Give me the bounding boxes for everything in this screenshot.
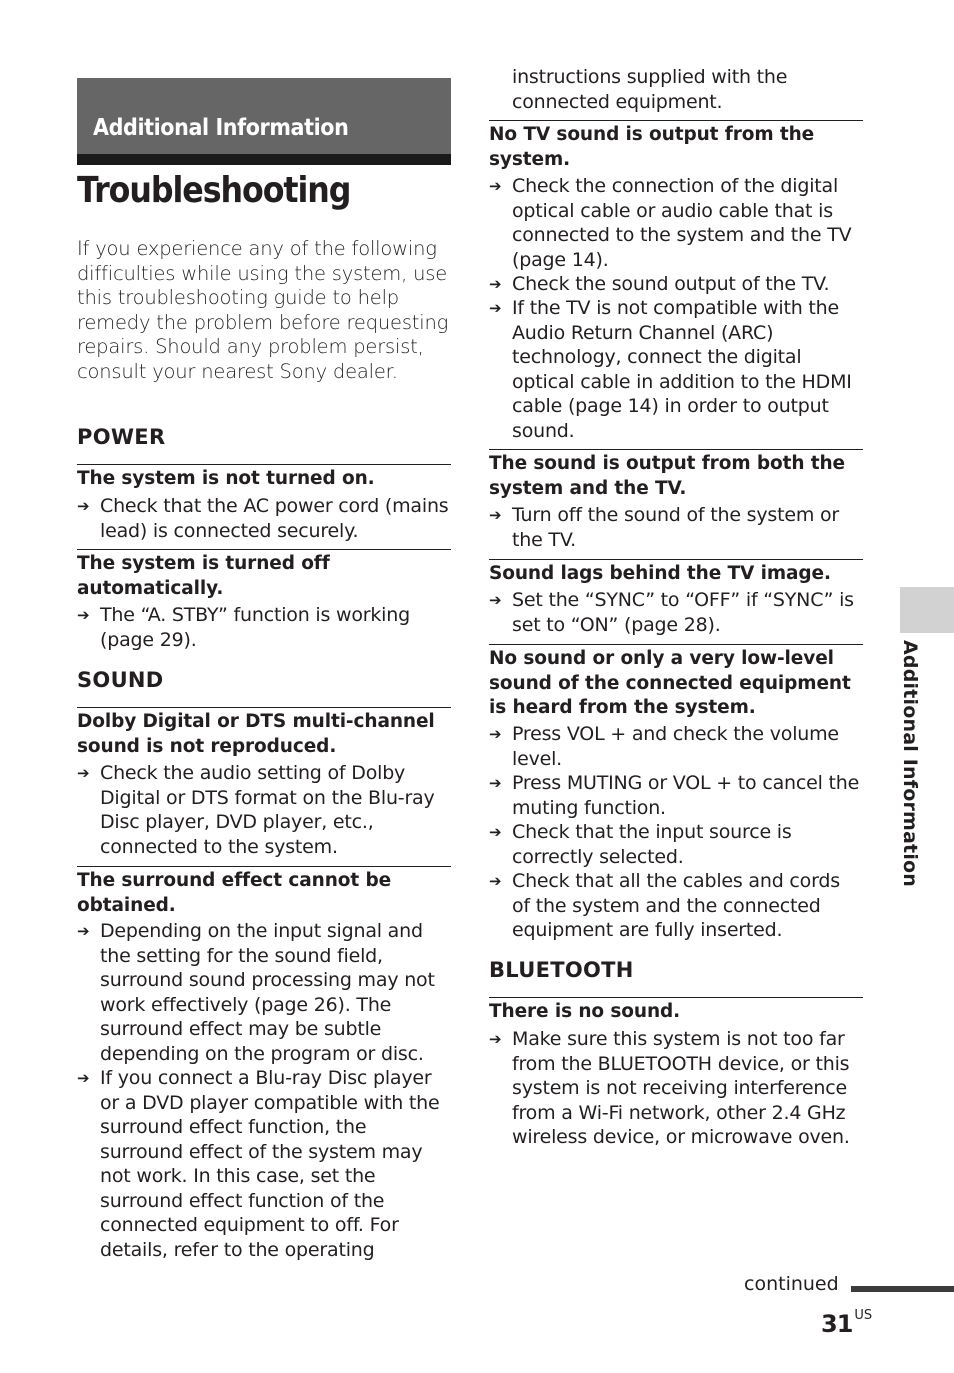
continued-label: continued xyxy=(744,1273,839,1295)
thumb-index-tab xyxy=(900,587,954,633)
answer-text: Check that all the cables and cords of the system and the connected equipment are fully inserted. xyxy=(512,870,840,941)
answer-text: The “A. STBY” function is working (page 29). xyxy=(100,604,410,651)
sound-a5-1 xyxy=(489,588,863,637)
section-banner-box xyxy=(77,78,451,154)
arrow-icon: ➔ xyxy=(489,177,502,195)
page-number-value: 31 xyxy=(821,1310,853,1338)
answer-text: Depending on the input signal and the setting for the sound field, surround sound processing may not work effectively (page 26). The surround effect may be subtle depending on the program or disc. xyxy=(100,920,435,1065)
answer-text: Set the “SYNC” to “OFF” if “SYNC” is set to “ON” (page 28). xyxy=(512,589,854,636)
bluetooth-heading: BLUETOOTH xyxy=(489,958,634,982)
power-q2 xyxy=(77,549,451,601)
continued-bar xyxy=(851,1286,954,1292)
continuation-text xyxy=(489,65,863,114)
page-number-suffix: US xyxy=(854,1308,873,1323)
sound-a1-1 xyxy=(77,761,451,859)
answer-text: Turn off the sound of the system or the TV. xyxy=(512,504,840,551)
arrow-icon: ➔ xyxy=(77,764,90,782)
page-number xyxy=(821,1310,872,1338)
arrow-icon: ➔ xyxy=(489,1030,502,1048)
section-banner xyxy=(77,78,451,166)
arrow-icon: ➔ xyxy=(489,823,502,841)
side-tab xyxy=(897,640,923,900)
arrow-icon: ➔ xyxy=(77,922,90,940)
answer-text: If the TV is not compatible with the Audio Return Channel (ARC) technology, connect the digital optical cable in addition to the HDMI cable (page 14) in order to output sound. xyxy=(512,297,852,442)
sound-a2-2 xyxy=(77,1066,451,1262)
answer-text: Check the connection of the digital optical cable or audio cable that is connected to the system and the TV (page 14). xyxy=(512,175,852,271)
sound-a3-1 xyxy=(489,174,863,272)
question-text: The surround effect cannot be obtained. xyxy=(77,870,392,916)
arrow-icon: ➔ xyxy=(489,299,502,317)
sound-a6-2 xyxy=(489,771,863,820)
arrow-icon: ➔ xyxy=(489,774,502,792)
bluetooth-a1-1 xyxy=(489,1027,863,1150)
answer-text: Make sure this system is not too far from the BLUETOOTH device, or this system is not receiving interference from a Wi-Fi network, other 2.4 GHz wireless device, or microwave oven. xyxy=(512,1028,850,1148)
sound-a2-1 xyxy=(77,919,451,1066)
sound-q6: No sound or only a very low-level sound of the connected equipment is heard from the system. xyxy=(489,644,863,721)
answer-text: instructions supplied with the connected equipment. xyxy=(512,66,788,113)
intro-paragraph: If you experience any of the following difficulties while using the system, use this troubleshooting guide to help remedy the problem before requesting repairs. Should any problem persist, consult your nearest Sony dealer. xyxy=(77,237,449,383)
answer-text: Check the sound output of the TV. xyxy=(512,273,830,295)
side-tab-label: Additional Information xyxy=(899,640,921,888)
power-heading: POWER xyxy=(77,425,166,449)
power-a2-1 xyxy=(77,603,451,652)
power-a1-1 xyxy=(77,494,451,543)
sound-a4-1 xyxy=(489,503,863,552)
sound-a3-3 xyxy=(489,296,863,443)
sound-heading: SOUND xyxy=(77,668,164,692)
sound-a6-4 xyxy=(489,869,863,943)
sound-a6-1 xyxy=(489,722,863,771)
sound-a6-3 xyxy=(489,820,863,869)
sound-q1: Dolby Digital or DTS multi-channel sound is not reproduced. xyxy=(77,707,451,759)
arrow-icon: ➔ xyxy=(489,872,502,890)
arrow-icon: ➔ xyxy=(489,591,502,609)
arrow-icon: ➔ xyxy=(77,1069,90,1087)
answer-text: Check the audio setting of Dolby Digital or DTS format on the Blu-ray Disc player, DVD player, etc., connected to the system. xyxy=(100,762,435,858)
arrow-icon: ➔ xyxy=(77,606,90,624)
answer-text: If you connect a Blu-ray Disc player or a DVD player compatible with the surround effect function, the surround effect of the system may not work. In this case, set the surround effect function of the connected equipment to off. For details, refer to the operating xyxy=(100,1067,440,1261)
page-title: Troubleshooting xyxy=(77,170,351,211)
sound-a3-2 xyxy=(489,272,863,297)
answer-text: Check that the AC power cord (mains lead) is connected securely. xyxy=(100,495,449,542)
question-text: No TV sound is output from the system. xyxy=(489,124,815,170)
sound-q3 xyxy=(489,120,863,172)
arrow-icon: ➔ xyxy=(489,725,502,743)
sound-q4: The sound is output from both the system and the TV. xyxy=(489,449,863,501)
answer-text: Press VOL + and check the volume level. xyxy=(512,723,839,770)
power-q1: The system is not turned on. xyxy=(77,464,451,492)
sound-q5: Sound lags behind the TV image. xyxy=(489,559,863,587)
section-banner-rule xyxy=(77,154,451,165)
sound-q2 xyxy=(77,866,451,918)
answer-text: Check that the input source is correctly selected. xyxy=(512,821,792,868)
arrow-icon: ➔ xyxy=(489,506,502,524)
answer-text: Press MUTING or VOL + to cancel the muting function. xyxy=(512,772,860,819)
bluetooth-q1: There is no sound. xyxy=(489,997,863,1025)
question-text: The system is turned off automatically. xyxy=(77,553,330,599)
arrow-icon: ➔ xyxy=(489,275,502,293)
section-banner-label: Additional Information xyxy=(93,115,349,141)
arrow-icon: ➔ xyxy=(77,497,90,515)
